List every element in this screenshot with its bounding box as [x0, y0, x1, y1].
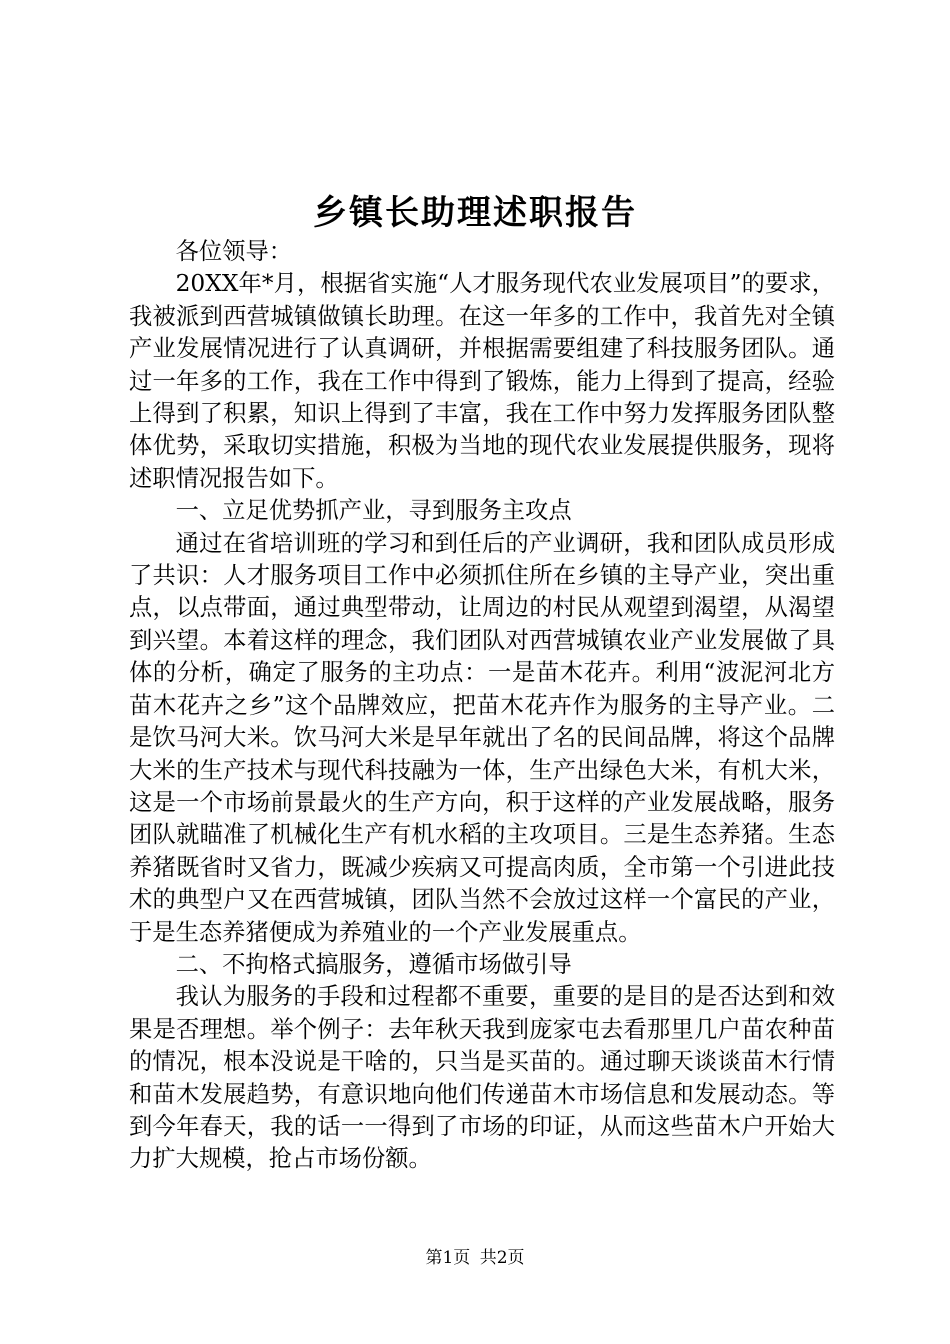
page-total: 共2页	[479, 1248, 525, 1268]
section-heading-1: 一、立足优势抓产业，寻到服务主攻点	[175, 497, 572, 525]
salutation: 各位领导：	[175, 238, 293, 265]
page-number: 第1页	[425, 1248, 471, 1268]
paragraph-section-2: 我认为服务的手段和过程都不重要，重要的是目的是否达到和效果是否理想。举个例子：去年秋天我到庞家屯去看那里几户苗农种苗的情况，根本没说是干啥的，只当是买苗的。通过聊天谈谈苗木行情和苗木发展趋势，有意识地向他们传递苗木市场信息和发展动态。等到今年春天，我的话一一得到了市场的印证，从而这些苗木户开始大力扩大规模，抢占市场份额。	[129, 983, 835, 1173]
paragraph-intro: 20XX年*月，根据省实施“人才服务现代农业发展项目”的要求，我被派到西营城镇做镇长助理。在这一年多的工作中，我首先对全镇产业发展情况进行了认真调研，并根据需要组建了科技服务团队。通过一年多的工作，我在工作中得到了锻炼，能力上得到了提高，经验上得到了积累，知识上得到了丰富，我在工作中努力发挥服务团队整体优势，采取切实措施，积极为当地的现代农业发展提供服务，现将述职情况报告如下。	[129, 270, 835, 492]
document-title: 乡镇长助理述职报告	[313, 193, 637, 233]
section-heading-2: 二、不拘格式搞服务，遵循市场做引导	[175, 950, 572, 978]
document-body	[129, 236, 835, 1176]
paragraph-section-1: 通过在省培训班的学习和到任后的产业调研，我和团队成员形成了共识：人才服务项目工作中必须抓住所在乡镇的主导产业，突出重点，以点带面，通过典型带动，让周边的村民从观望到渴望，从渴望到兴望。本着这样的理念，我们团队对西营城镇农业产业发展做了具体的分析，确定了服务的主功点：一是苗木花卉。利用“波泥河北方苗木花卉之乡”这个品牌效应，把苗木花卉作为服务的主导产业。二是饮马河大米。饮马河大米是早年就出了名的民间品牌，将这个品牌大米的生产技术与现代科技融为一体，生产出绿色大米，有机大米，这是一个市场前景最火的生产方向，积于这样的产业发展战略，服务团队就瞄准了机械化生产有机水稻的主攻项目。三是生态养猪。生态养猪既省时又省力，既减少疾病又可提高肉质，全市第一个引进此技术的典型户又在西营城镇，团队当然不会放过这样一个富民的产业，于是生态养猪便成为养殖业的一个产业发展重点。	[129, 529, 835, 946]
page-footer	[0, 1243, 950, 1268]
